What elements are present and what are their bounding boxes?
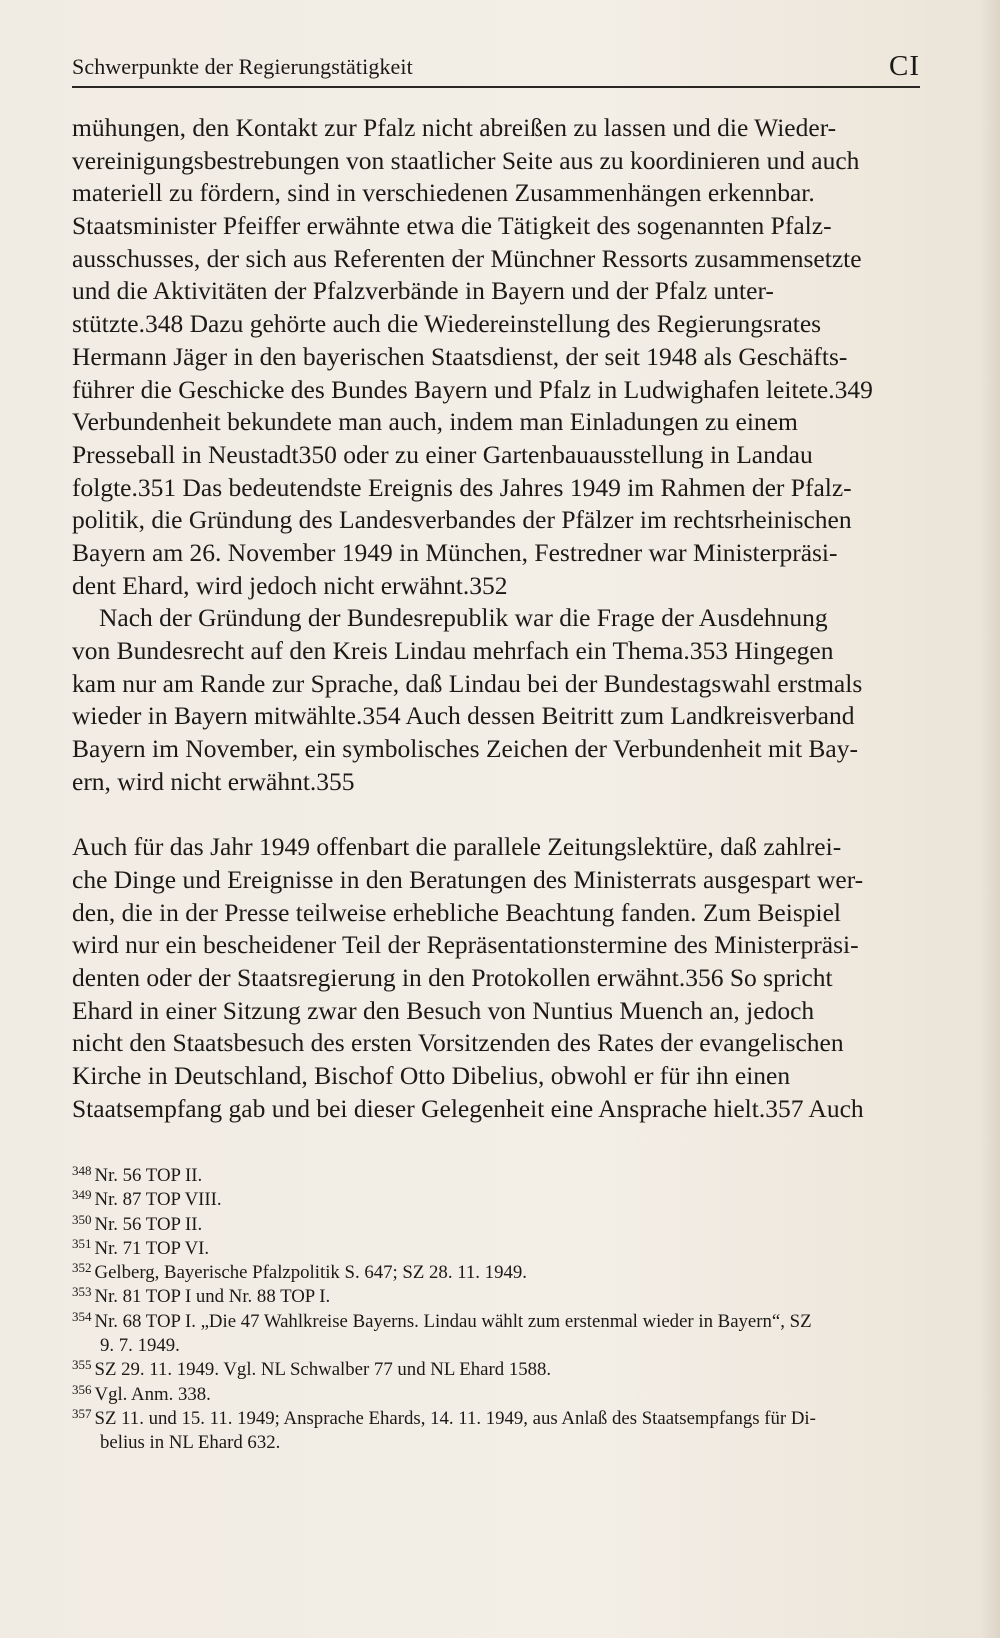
footnote-text: Nr. 87 TOP VIII. xyxy=(94,1189,222,1211)
footnote-continuation xyxy=(72,1431,920,1455)
body-line: materiell zu fördern, sind in verschiedenen Zusammenhängen erkennbar. xyxy=(72,178,815,208)
body-line: Staatsminister Pfeiffer erwähnte etwa die Tätigkeit des sogenannten Pfalz- xyxy=(72,211,832,241)
body-line: politik, die Gründung des Landesverbandes der Pfälzer im rechtsrheinischen xyxy=(72,505,852,535)
footnote-text: Nr. 81 TOP I und Nr. 88 TOP I. xyxy=(94,1286,331,1308)
body-line: Presseball in Neustadt350 oder zu einer Gartenbauausstellung in Landau xyxy=(72,439,813,469)
body-line: vereinigungsbestrebungen von staatlicher Seite aus zu koordinieren und auch xyxy=(72,145,860,175)
footnote-number: 351 xyxy=(72,1236,92,1251)
footnote xyxy=(72,1383,920,1407)
footnote xyxy=(72,1237,920,1261)
footnote-number: 357 xyxy=(72,1406,92,1421)
footnote xyxy=(72,1164,920,1188)
body-line: den, die in der Presse teilweise erhebliche Beachtung fanden. Zum Beispiel xyxy=(72,897,841,927)
footnote-continuation xyxy=(72,1334,920,1358)
running-head xyxy=(72,52,920,86)
footnote-number: 350 xyxy=(72,1212,92,1227)
body-line: mühungen, den Kontakt zur Pfalz nicht abreißen zu lassen und die Wieder- xyxy=(72,113,837,142)
footnote xyxy=(72,1188,920,1212)
page-number: CI xyxy=(889,50,920,82)
body-line: Bayern am 26. November 1949 in München, Festredner war Ministerpräsi- xyxy=(72,537,838,567)
body-line: Verbundenheit bekundete man auch, indem man Einladungen zu einem xyxy=(72,407,798,437)
footnote-number: 348 xyxy=(72,1164,92,1178)
body-line: dent Ehard, wird jedoch nicht erwähnt.352 xyxy=(72,570,508,600)
footnote-text: 9. 7. 1949. xyxy=(100,1335,180,1357)
footnote-text: Nr. 71 TOP VI. xyxy=(94,1237,210,1259)
paragraph-break xyxy=(72,798,920,831)
body-line: wird nur ein bescheidener Teil der Repräsentationstermine des Ministerpräsi- xyxy=(72,930,859,960)
footnote-text: Nr. 56 TOP II. xyxy=(94,1165,203,1186)
footnote xyxy=(72,1407,920,1431)
body-line: Nach der Gründung der Bundesrepublik war die Frage der Ausdehnung xyxy=(99,603,828,633)
body-line: und die Aktivitäten der Pfalzverbände in Bayern und der Pfalz unter- xyxy=(72,276,774,306)
body-line: Staatsempfang gab und bei dieser Gelegenheit eine Ansprache hielt.357 Auch xyxy=(72,1093,864,1123)
body-text xyxy=(72,112,920,1125)
body-line: ausschusses, der sich aus Referenten der Münchner Ressorts zusammensetzte xyxy=(72,243,862,273)
body-line: Bayern im November, ein symbolisches Zeichen der Verbundenheit mit Bay- xyxy=(72,734,858,764)
body-line: von Bundesrecht auf den Kreis Lindau mehrfach ein Thema.353 Hingegen xyxy=(72,636,834,665)
body-line: wieder in Bayern mitwählte.354 Auch dessen Beitritt zum Landkreisverband xyxy=(72,701,855,731)
footnote-text: SZ 11. und 15. 11. 1949; Ansprache Ehards, 14. 11. 1949, aus Anlaß des Staatsempfangs für Di- xyxy=(94,1407,816,1429)
body-line: führer die Geschicke des Bundes Bayern und Pfalz in Ludwighafen leitete.349 xyxy=(72,374,873,404)
footnote-text: Vgl. Anm. 338. xyxy=(94,1383,211,1405)
footnote-text: Gelberg, Bayerische Pfalzpolitik S. 647; SZ 28. 11. 1949. xyxy=(94,1262,527,1284)
footnote-number: 354 xyxy=(72,1309,92,1324)
footnote xyxy=(72,1310,920,1334)
footnote-number: 353 xyxy=(72,1285,92,1300)
running-title: Schwerpunkte der Regierungstätigkeit xyxy=(72,54,413,79)
body-line: kam nur am Rande zur Sprache, daß Lindau bei der Bundestagswahl erstmals xyxy=(72,668,863,698)
footnote-number: 352 xyxy=(72,1261,92,1276)
footnote xyxy=(72,1285,920,1309)
body-line: Ehard in einer Sitzung zwar den Besuch von Nuntius Muench an, jedoch xyxy=(72,995,815,1025)
body-line: che Dinge und Ereignisse in den Beratungen des Ministerrats ausgespart wer- xyxy=(72,864,864,894)
footnote-text: belius in NL Ehard 632. xyxy=(100,1432,281,1454)
footnote-text: Nr. 68 TOP I. „Die 47 Wahlkreise Bayerns. Lindau wählt zum erstenmal wieder in Bayern“, SZ xyxy=(94,1310,812,1332)
body-line: Hermann Jäger in den bayerischen Staatsdienst, der seit 1948 als Geschäfts- xyxy=(72,341,848,371)
footnotes xyxy=(72,1164,920,1456)
body-line: stützte.348 Dazu gehörte auch die Wiedereinstellung des Regierungsrates xyxy=(72,309,822,339)
footnote-number: 356 xyxy=(72,1382,92,1397)
footnote-text: Nr. 56 TOP II. xyxy=(94,1213,203,1235)
footnote-text: SZ 29. 11. 1949. Vgl. NL Schwalber 77 und NL Ehard 1588. xyxy=(94,1359,552,1381)
footnote xyxy=(72,1261,920,1285)
body-line: denten oder der Staatsregierung in den Protokollen erwähnt.356 So spricht xyxy=(72,962,833,992)
body-line: Auch für das Jahr 1949 offenbart die parallele Zeitungslektüre, daß zahlrei- xyxy=(72,832,842,862)
footnote-number: 349 xyxy=(72,1188,92,1203)
footnote xyxy=(72,1358,920,1382)
body-line: ern, wird nicht erwähnt.355 xyxy=(72,766,355,796)
footnote-number: 355 xyxy=(72,1358,92,1373)
body-line: nicht den Staatsbesuch des ersten Vorsitzenden des Rates der evangelischen xyxy=(72,1028,844,1058)
body-line: folgte.351 Das bedeutendste Ereignis des Jahres 1949 im Rahmen der Pfalz- xyxy=(72,472,852,502)
footnote xyxy=(72,1213,920,1237)
body-line: Kirche in Deutschland, Bischof Otto Dibelius, obwohl er für ihn einen xyxy=(72,1060,791,1090)
header-rule xyxy=(72,86,920,88)
page-edge-shadow xyxy=(980,0,1000,1638)
